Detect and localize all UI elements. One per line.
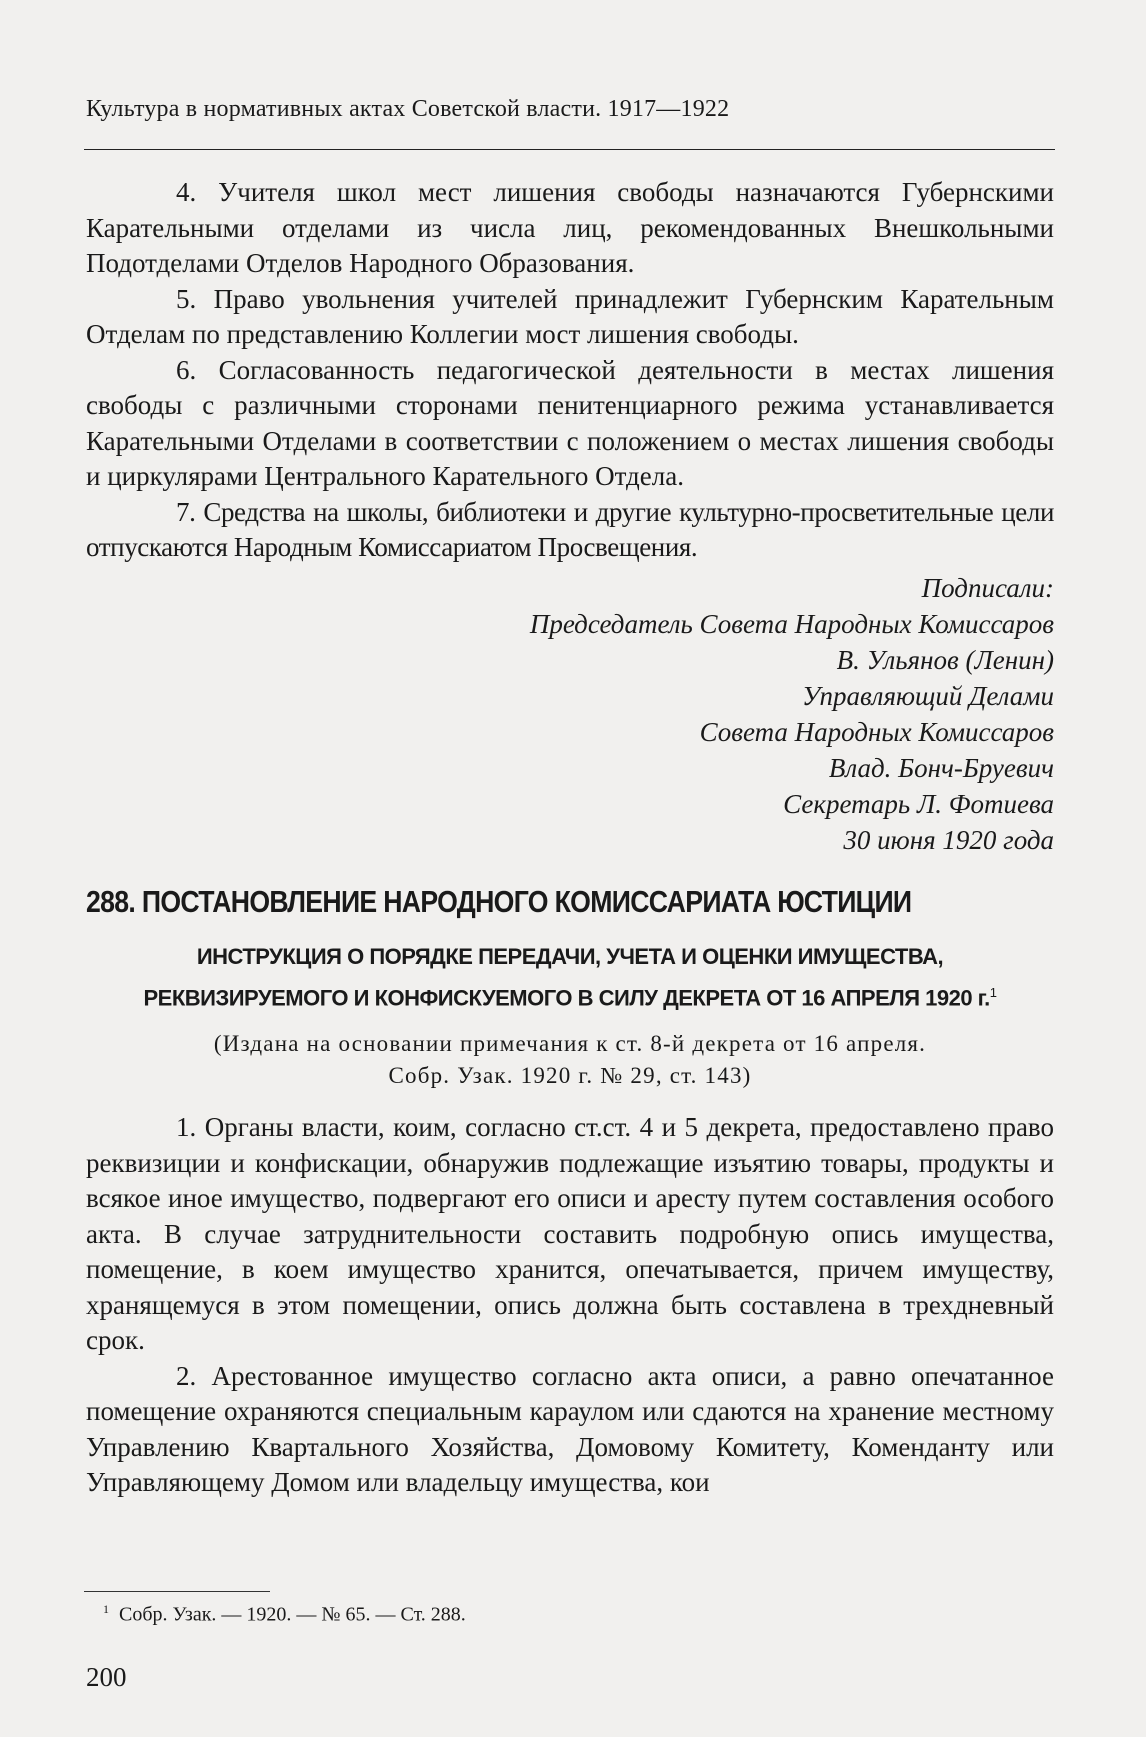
page-number: 200 (86, 1662, 127, 1692)
paragraph-1: 1. Органы власти, коим, согласно ст.ст. 4 и 5 декрета, предоставлено право реквизиции и конфискации, обнаружив подлежащие изъятию товары, продукты и всякое иное имущество, подвергают его описи и аресту путем составления особого акта. В случае затруднительности составить подробную опись имущества, помещение, в коем имущество хранится, опечатывается, причем имуществу, хранящемуся в этом помещении, опись должна быть составлена в трехдневный срок. (86, 1112, 1054, 1356)
signature-block (86, 570, 1054, 858)
instruction-subtitle (86, 939, 1054, 1016)
footnote-rule (84, 1591, 270, 1592)
subtitle-footnote-mark: 1 (989, 985, 997, 1000)
footnote-text: Собр. Узак. — 1920. — № 65. — Ст. 288. (119, 1603, 466, 1626)
header-rule (84, 149, 1055, 150)
running-head: Культура в нормативных актах Советской власти. 1917—1922 (86, 96, 730, 122)
footnote (103, 1602, 466, 1627)
document-body (86, 175, 1054, 1501)
signatures-label: Подписали: (921, 572, 1054, 603)
subtitle-line-1: ИНСТРУКЦИЯ О ПОРЯДКЕ ПЕРЕДАЧИ, УЧЕТА И ОЦЕНКИ ИМУЩЕСТВА, (196, 944, 944, 969)
manager-title-2: Совета Народных Комиссаров (699, 716, 1054, 747)
subtitle-line-2: РЕКВИЗИРУЕМОГО И КОНФИСКУЕМОГО В СИЛУ ДЕКРЕТА ОТ 16 АПРЕЛЯ 1920 г. (143, 985, 990, 1011)
paragraph-4: 4. Учителя школ мест лишения свободы назначаются Губернскими Карательными отделами из числа лиц, рекомендованных Внешкольными Подотделами Отделов Народного Образования. (86, 177, 1054, 278)
signature-date: 30 июня 1920 года (843, 824, 1054, 855)
footnote-mark: 1 (103, 1602, 109, 1616)
paragraph-5: 5. Право увольнения учителей принадлежит Губернским Карательным Отделам по представлению Коллегии мост лишения свободы. (86, 283, 1054, 349)
chair-title: Председатель Совета Народных Комиссаров (529, 608, 1054, 639)
secretary: Секретарь Л. Фотиева (783, 788, 1054, 819)
note-line-2: Собр. Узак. 1920 г. № 29, ст. 143) (388, 1063, 752, 1089)
publication-note (86, 1028, 1054, 1092)
subtitle-line-2-wrap (86, 975, 1054, 1016)
paragraph-7: 7. Средства на школы, библиотеки и другие культурно-просветительные цели отпускаются Народным Комиссариатом Просвещения. (86, 496, 1054, 562)
paragraph-6: 6. Согласованность педагогической деятельности в местах лишения свободы с различными сторонами пенитенциарного режима устанавливается Карательными Отделами в соответствии с положением о местах лишения свободы и циркулярами Центрального Карательного Отдела. (86, 354, 1054, 491)
chair-name: В. Ульянов (Ленин) (836, 644, 1054, 675)
section-title: 288. ПОСТАНОВЛЕНИЕ НАРОДНОГО КОМИССАРИАТА ЮСТИЦИИ (86, 883, 912, 919)
note-line-1: (Издана на основании примечания к ст. 8-й декрета от 16 апреля. (213, 1031, 927, 1057)
manager-title-1: Управляющий Делами (802, 680, 1054, 711)
paragraph-2: 2. Арестованное имущество согласно акта описи, а равно опечатанное помещение охраняются специальным караулом или сдаются на хранение местному Управлению Квартального Хозяйства, Домовому Комитету, Коменданту или Управляющему Домом или владельцу имущества, кои (86, 1360, 1054, 1498)
manager-name: Влад. Бонч-Бруевич (828, 752, 1054, 783)
